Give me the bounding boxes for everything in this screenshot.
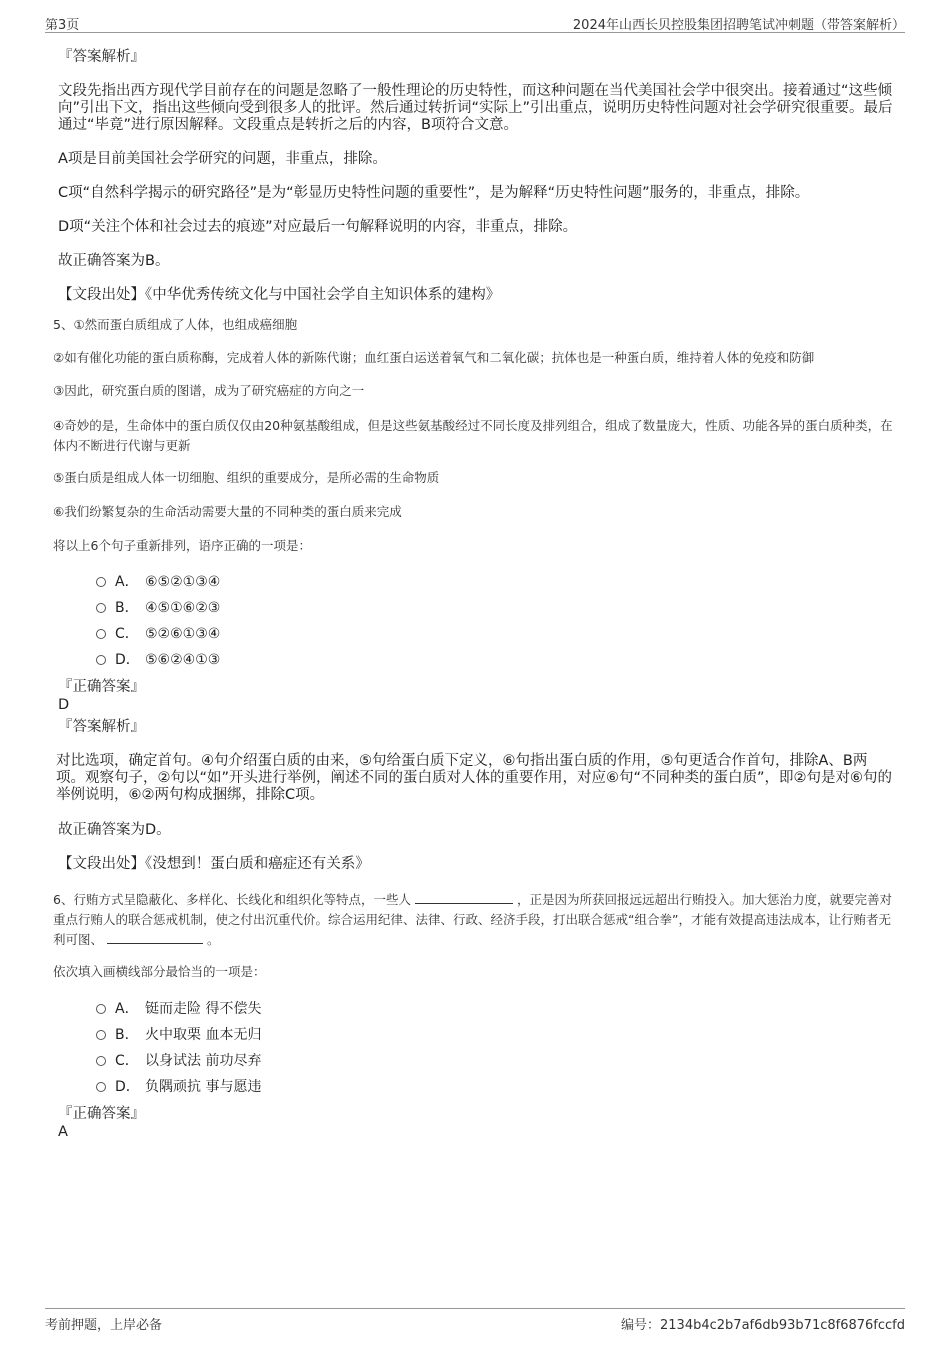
page-number: 第3页	[45, 18, 80, 33]
q5-analysis-heading: 『答案解析』	[58, 719, 145, 735]
radio-button[interactable]	[96, 577, 106, 587]
document-title: 2024年山西长贝控股集团招聘笔试冲刺题（带答案解析）	[572, 18, 905, 33]
q4-analysis-paragraph: 文段先指出西方现代学目前存在的问题是忽略了一般性理论的历史特性，而这种问题在当代美国社会学中很突出。接着通过“这些倾向”引出下文，指出这些倾向受到很多人的批评。然后通过转折词“实际上”引出重点，说明历史特性问题对社会学研究很重要。最后通过“毕竟”进行原因解释。文段重点是转折之后的内容，B项符合文意。	[58, 83, 893, 133]
q5-sentence-1: 5、①然而蛋白质组成了人体，也组成癌细胞	[53, 317, 298, 332]
footer-slogan: 考前押题，上岸必备	[45, 1318, 163, 1333]
radio-button[interactable]	[96, 655, 106, 665]
page-footer	[45, 1308, 905, 1339]
q4-source: 【文段出处】《中华优秀传统文化与中国社会学自主知识体系的建构》	[58, 287, 501, 303]
q5-option-b[interactable]: B． ④⑤①⑥②③	[96, 598, 220, 618]
q6-option-a[interactable]: A． 铤而走险 得不偿失	[96, 999, 261, 1019]
q5-prompt: 将以上6个句子重新排列，语序正确的一项是：	[53, 538, 311, 553]
q6-answer: A	[58, 1124, 68, 1140]
q5-option-d[interactable]: D． ⑤⑥②④①③	[96, 650, 220, 670]
radio-button[interactable]	[96, 1030, 106, 1040]
q5-sentence-2: ②如有催化功能的蛋白质称酶，完成着人体的新陈代谢；血红蛋白运送着氧气和二氧化碳；抗体也是一种蛋白质，维持着人体的免疫和防御	[53, 350, 815, 365]
q4-analysis-heading: 『答案解析』	[58, 49, 145, 65]
q5-sentence-3: ③因此，研究蛋白质的图谱，成为了研究癌症的方向之一	[53, 383, 365, 398]
radio-button[interactable]	[96, 629, 106, 639]
q5-analysis-paragraph: 对比选项，确定首句。④句介绍蛋白质的由来，⑤句给蛋白质下定义，⑥句指出蛋白质的作用，⑤句更适合作首句，排除A、B两项。观察句子，②句以“如”开头进行举例，阐述不同的蛋白质对人体的重要作用，对应⑥句“不同种类的蛋白质”，即②句是对⑥句的举例说明，⑥②两句构成捆绑，排除C项。	[56, 753, 893, 803]
q5-source: 【文段出处】《没想到！蛋白质和癌症还有关系》	[58, 856, 370, 872]
q6-option-b[interactable]: B． 火中取栗 血本无归	[96, 1025, 261, 1045]
document-code: 编号：2134b4c2b7af6db93b71c8f6876fccfd	[621, 1318, 905, 1333]
q6-option-c[interactable]: C． 以身试法 前功尽弃	[96, 1051, 261, 1071]
q6-option-d[interactable]: D． 负隅顽抗 事与愿违	[96, 1077, 261, 1097]
q5-sentence-6: ⑥我们纷繁复杂的生命活动需要大量的不同种类的蛋白质来完成	[53, 504, 402, 519]
q4-analysis-option-c: C项“自然科学揭示的研究路径”是为“彰显历史特性问题的重要性”，是为解释“历史特性问题”服务的，非重点，排除。	[58, 185, 810, 201]
q4-analysis-option-d: D项“关注个体和社会过去的痕迹”对应最后一句解释说明的内容，非重点，排除。	[58, 219, 578, 235]
q4-analysis-option-a: A项是目前美国社会学研究的问题，非重点，排除。	[58, 151, 387, 167]
q5-sentence-4: ④奇妙的是，生命体中的蛋白质仅仅由20种氨基酸组成，但是这些氨基酸经过不同长度及排列组合，组成了数量庞大，性质、功能各异的蛋白质种类，在体内不断进行代谢与更新	[53, 418, 893, 453]
q5-option-a[interactable]: A． ⑥⑤②①③④	[96, 572, 220, 592]
blank-2	[107, 931, 203, 944]
radio-button[interactable]	[96, 1056, 106, 1066]
q5-answer: D	[58, 697, 70, 713]
q5-answer-heading: 『正确答案』	[58, 679, 145, 695]
radio-button[interactable]	[96, 1004, 106, 1014]
radio-button[interactable]	[96, 1082, 106, 1092]
page-header	[45, 12, 905, 33]
blank-1	[415, 891, 513, 904]
q6-stem: 6、行贿方式呈隐蔽化、多样化、长线化和组织化等特点，一些人 ，正是因为所获回报远远超出行贿投入。加大惩治力度，就要完善对重点行贿人的联合惩戒机制，使之付出沉重代价。综合运用纪律、法律、行政、经济手段，打出联合惩戒“组合拳”，才能有效提高违法成本，让行贿者无利可图、 。	[53, 892, 892, 947]
q5-conclusion: 故正确答案为D。	[58, 822, 171, 838]
q6-answer-heading: 『正确答案』	[58, 1106, 145, 1122]
q5-option-c[interactable]: C． ⑤②⑥①③④	[96, 624, 220, 644]
radio-button[interactable]	[96, 603, 106, 613]
q4-conclusion: 故正确答案为B。	[58, 253, 170, 269]
q5-sentence-5: ⑤蛋白质是组成人体一切细胞、组织的重要成分，是所必需的生命物质	[53, 470, 440, 485]
q6-prompt: 依次填入画横线部分最恰当的一项是：	[53, 964, 266, 979]
